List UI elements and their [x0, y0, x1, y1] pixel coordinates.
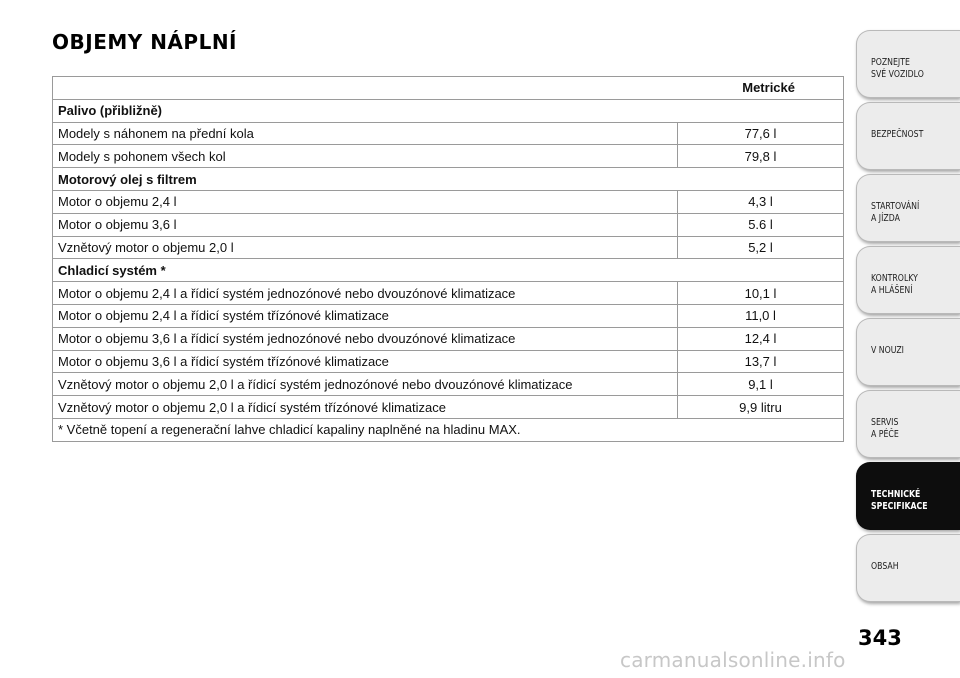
row-label: Motor o objemu 2,4 l [53, 190, 678, 213]
tab-label: TECHNICKÉ [871, 489, 921, 500]
row-value: 9,9 litru [678, 396, 844, 419]
capacities-table [52, 76, 844, 442]
table-row [53, 304, 844, 327]
table-row [53, 373, 844, 396]
section-title: Chladicí systém * [53, 259, 844, 282]
table-row [53, 350, 844, 373]
table-row [53, 282, 844, 305]
tab-service-and-care[interactable] [856, 390, 960, 458]
section-row-fuel [53, 99, 844, 122]
tab-label: SPECIFIKACE [871, 501, 928, 512]
row-label: Vznětový motor o objemu 2,0 l [53, 236, 678, 259]
tab-starting-and-driving[interactable] [856, 174, 960, 242]
tab-know-your-vehicle[interactable] [856, 30, 960, 98]
row-value: 10,1 l [678, 282, 844, 305]
row-label: Motor o objemu 2,4 l a řídicí systém třízónové klimatizace [53, 304, 678, 327]
table-row [53, 145, 844, 168]
row-label: Motor o objemu 3,6 l a řídicí systém třízónové klimatizace [53, 350, 678, 373]
row-value: 5,2 l [678, 236, 844, 259]
row-label: Modely s náhonem na přední kola [53, 122, 678, 145]
metric-column-header: Metrické [53, 77, 844, 100]
tab-label: STARTOVÁNÍ [871, 201, 920, 212]
table-row [53, 213, 844, 236]
table-row [53, 190, 844, 213]
tab-label: A PÉČE [871, 429, 899, 440]
watermark: carmanualsonline.info [620, 648, 846, 672]
tab-safety[interactable] [856, 102, 960, 170]
row-value: 12,4 l [678, 327, 844, 350]
row-label: Motor o objemu 2,4 l a řídicí systém jednozónové nebo dvouzónové klimatizace [53, 282, 678, 305]
row-label: Motor o objemu 3,6 l a řídicí systém jednozónové nebo dvouzónové klimatizace [53, 327, 678, 350]
row-value: 5.6 l [678, 213, 844, 236]
page-number: 343 [858, 626, 902, 650]
row-value: 77,6 l [678, 122, 844, 145]
tab-contents[interactable] [856, 534, 960, 602]
tab-emergency[interactable] [856, 318, 960, 386]
row-label: Vznětový motor o objemu 2,0 l a řídicí systém jednozónové nebo dvouzónové klimatizace [53, 373, 678, 396]
tab-label: OBSAH [871, 561, 899, 572]
footnote: * Včetně topení a regenerační lahve chladicí kapaliny naplněné na hladinu MAX. [53, 418, 844, 441]
row-label: Motor o objemu 3,6 l [53, 213, 678, 236]
row-value: 4,3 l [678, 190, 844, 213]
row-value: 79,8 l [678, 145, 844, 168]
footnote-row [53, 418, 844, 441]
table-row [53, 396, 844, 419]
section-title: Palivo (přibližně) [53, 99, 844, 122]
row-value: 11,0 l [678, 304, 844, 327]
tab-label: POZNEJTE [871, 57, 910, 68]
tab-label: SVÉ VOZIDLO [871, 69, 924, 80]
section-title: Motorový olej s filtrem [53, 168, 844, 191]
section-row-cooling [53, 259, 844, 282]
tab-label: SERVIS [871, 417, 899, 428]
tab-warning-lights[interactable] [856, 246, 960, 314]
page-title: OBJEMY NÁPLNÍ [52, 30, 237, 54]
table-header-row [53, 77, 844, 100]
tab-label: BEZPEČNOST [871, 129, 924, 140]
row-label: Modely s pohonem všech kol [53, 145, 678, 168]
tab-technical-specifications[interactable] [856, 462, 960, 530]
row-label: Vznětový motor o objemu 2,0 l a řídicí systém třízónové klimatizace [53, 396, 678, 419]
tab-label: KONTROLKY [871, 273, 918, 284]
table-row [53, 327, 844, 350]
section-row-engine-oil [53, 168, 844, 191]
row-value: 13,7 l [678, 350, 844, 373]
tab-label: A JÍZDA [871, 213, 900, 224]
row-value: 9,1 l [678, 373, 844, 396]
table-row [53, 236, 844, 259]
table-row [53, 122, 844, 145]
tab-label: V NOUZI [871, 345, 904, 356]
tab-label: A HLÁŠENÍ [871, 285, 913, 296]
chapter-tabs [856, 30, 960, 606]
